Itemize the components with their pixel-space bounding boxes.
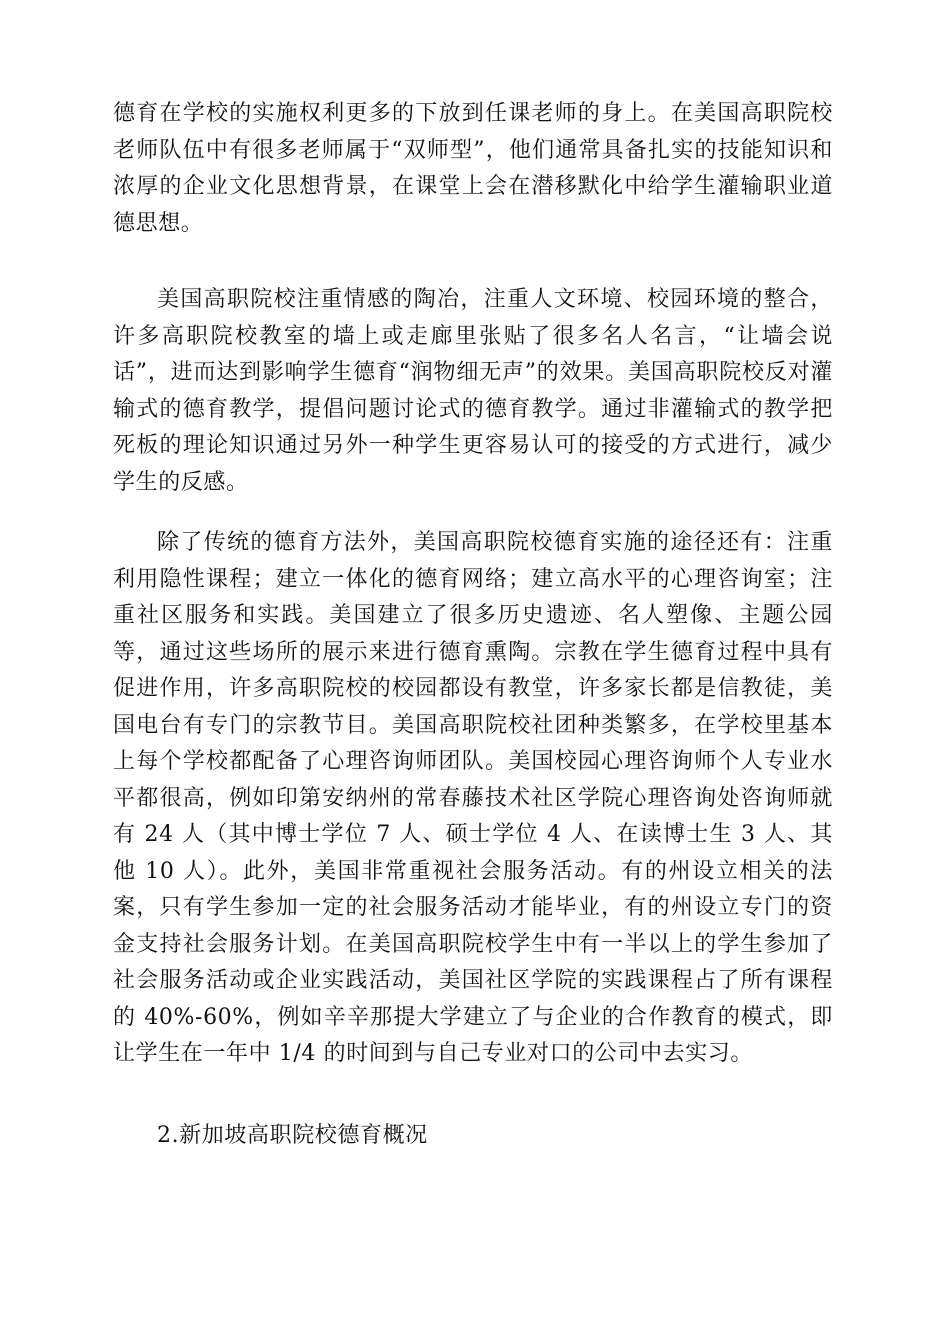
paragraph-1: 德育在学校的实施权利更多的下放到任课老师的身上。在美国高职院校老师队伍中有很多老师属于“双师型”，他们通常具备扎实的技能知识和浓厚的企业文化思想背景，在课堂上会在潜移默化中给学生灌输职业道德思想。 — [113, 101, 833, 236]
paragraph-2: 美国高职院校注重情感的陶冶，注重人文环境、校园环境的整合，许多高职院校教室的墙上或走廊里张贴了很多名人名言，“让墙会说话”，进而达到影响学生德育“润物细无声”的效果。美国高职院校反对灌输式的德育教学，提倡问题讨论式的德育教学。通过非灌输式的教学把死板的理论知识通过另外一种学生更容易认可的接受的方式进行，减少学生的反感。 — [113, 287, 833, 495]
paragraph-3: 除了传统的德育方法外，美国高职院校德育实施的途径还有：注重利用隐性课程；建立一体化的德育网络；建立高水平的心理咨询室；注重社区服务和实践。美国建立了很多历史遗迹、名人塑像、主题公园等，通过这些场所的展示来进行德育熏陶。宗教在学生德育过程中具有促进作用，许多高职院校的校园都设有教堂，许多家长都是信教徒，美国电台有专门的宗教节目。美国高职院校社团种类繁多，在学校里基本上每个学校都配备了心理咨询师团队。美国校园心理咨询师个人专业水平都很高，例如印第安纳州的常春藤技术社区学院心理咨询处咨询师就有 24 人（其中博士学位 7 人、硕士学位 4 人、在读博士生 3 人、其他 10 人）。此外，美国非常重视社会服务活动。有的州设立相关的法案，只有学生参加一定的社会服务活动才能毕业，有的州设立专门的资金支持社会服务计划。在美国高职院校学生中有一半以上的学生参加了社会服务活动或企业实践活动，美国社区学院的实践课程占了所有课程的 40%-60%，例如辛辛那提大学建立了与企业的合作教育的模式，即让学生在一年中 1/4 的时间到与自己专业对口的公司中去实习。 — [113, 530, 833, 1066]
section-heading: 2.新加坡高职院校德育概况 — [157, 1123, 428, 1148]
